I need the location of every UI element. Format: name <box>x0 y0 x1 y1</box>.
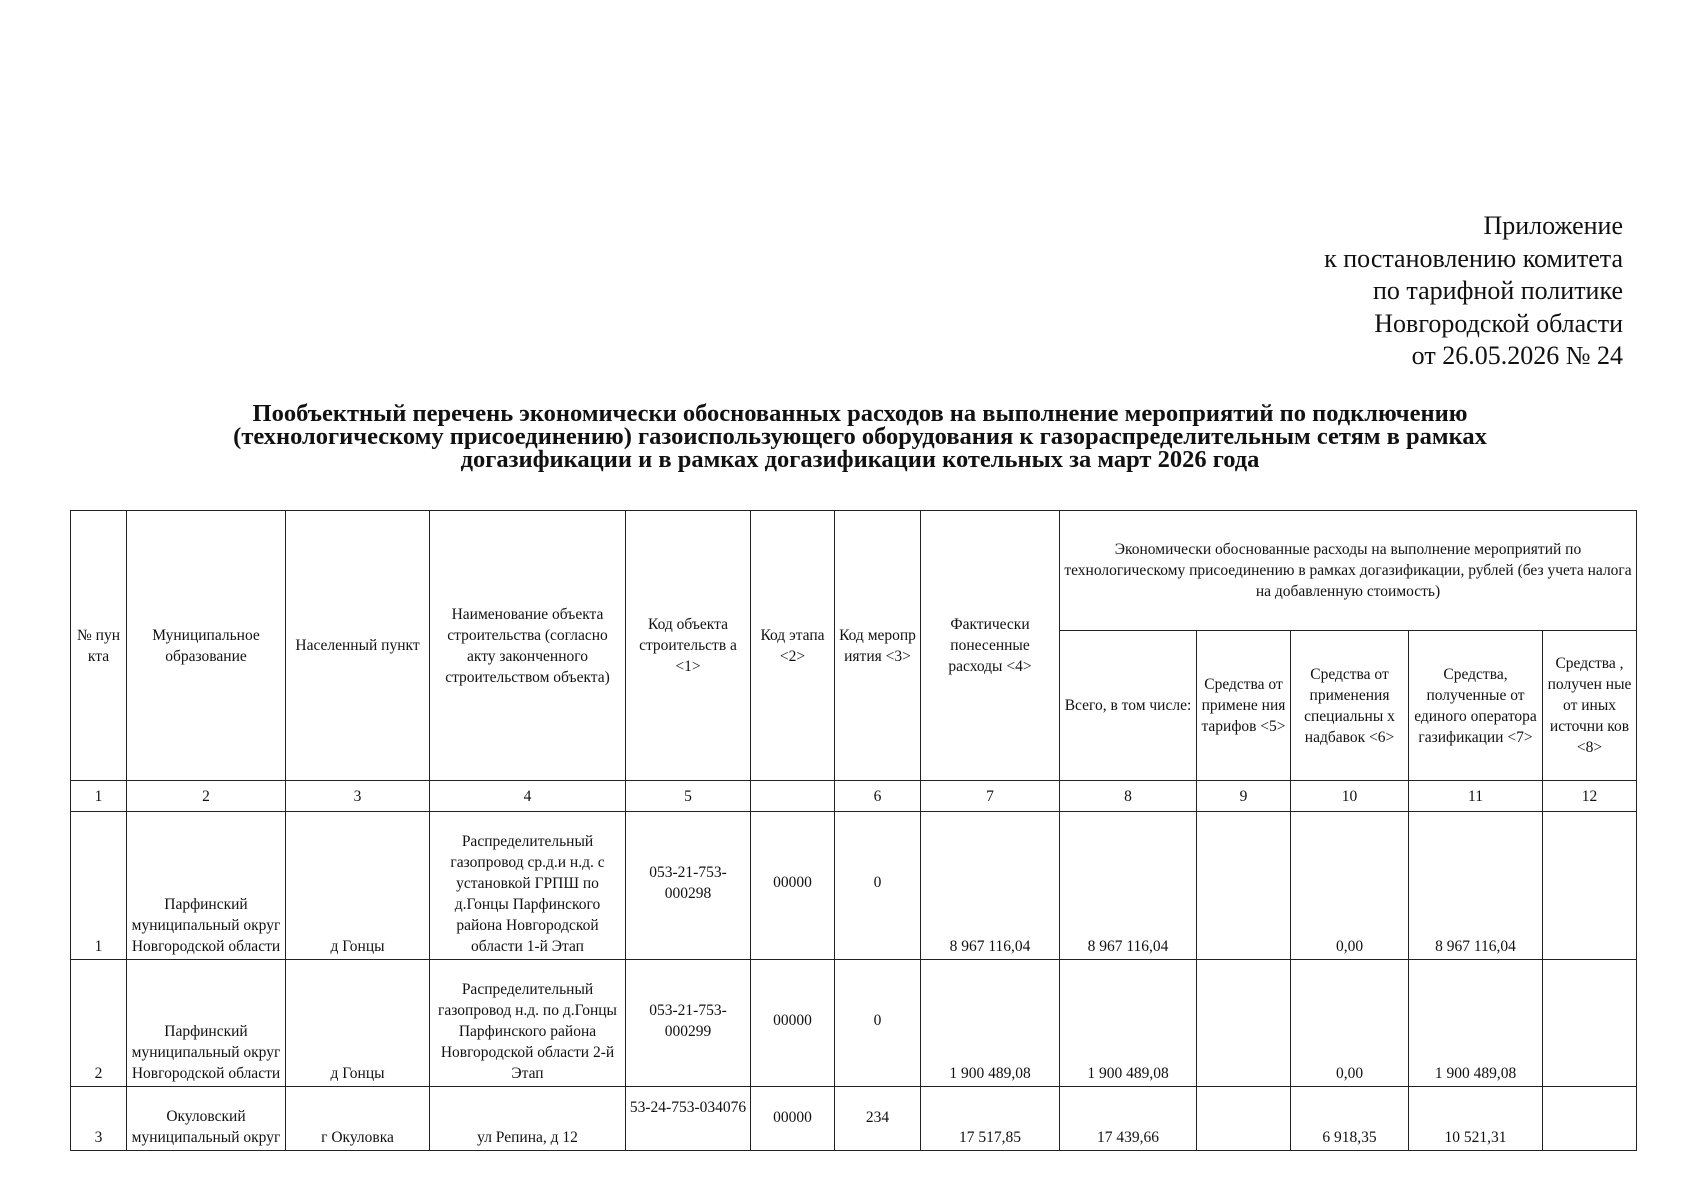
header-actual-expenses: Фактически понесенные расходы <4> <box>921 511 1060 781</box>
column-number: 6 <box>835 781 921 812</box>
cell-settlement: г Окуловка <box>286 1087 430 1151</box>
cell-event-code: 0 <box>835 812 921 960</box>
header-special-surcharge-funds: Средства от применения специальны х надбавок <6> <box>1291 631 1409 781</box>
cell-object-name: ул Репина, д 12 <box>430 1087 626 1151</box>
cell-actual-expenses: 8 967 116,04 <box>921 812 1060 960</box>
header-item-number: № пун кта <box>71 511 127 781</box>
cell-gas-operator-funds: 10 521,31 <box>1409 1087 1543 1151</box>
cell-settlement: д Гонцы <box>286 960 430 1087</box>
header-total: Всего, в том числе: <box>1060 631 1197 781</box>
column-number: 3 <box>286 781 430 812</box>
cell-tariff-funds <box>1197 1087 1291 1151</box>
cell-settlement: д Гонцы <box>286 812 430 960</box>
column-number: 11 <box>1409 781 1543 812</box>
cell-municipality: Парфинский муниципальный округ Новгородской области <box>127 812 286 960</box>
cell-object-code: 53-24-753-034076 <box>626 1087 751 1151</box>
cell-total: 8 967 116,04 <box>1060 812 1197 960</box>
cell-municipality: Окуловский муниципальный округ <box>127 1087 286 1151</box>
header-object-code: Код объекта строительств а <1> <box>626 511 751 781</box>
appendix-line-2: к постановлению комитета <box>1324 243 1623 273</box>
table-row <box>71 1087 1637 1151</box>
header-municipality: Муниципальное образование <box>127 511 286 781</box>
header-other-sources-funds: Средства , получен ные от иных источни ков <8> <box>1543 631 1637 781</box>
header-tariff-funds: Средства от примене ния тарифов <5> <box>1197 631 1291 781</box>
appendix-block <box>1324 210 1623 373</box>
appendix-line-4: Новгородской области <box>1374 308 1623 338</box>
cell-item-number: 2 <box>71 960 127 1087</box>
cell-actual-expenses: 17 517,85 <box>921 1087 1060 1151</box>
appendix-line-3: по тарифной политике <box>1373 276 1623 305</box>
expenses-table-wrapper <box>70 510 1637 1151</box>
cell-special-surcharge-funds: 6 918,35 <box>1291 1087 1409 1151</box>
cell-special-surcharge-funds: 0,00 <box>1291 812 1409 960</box>
table-row <box>71 812 1637 960</box>
cell-total: 1 900 489,08 <box>1060 960 1197 1087</box>
header-settlement: Населенный пункт <box>286 511 430 781</box>
header-row-top <box>71 511 1637 631</box>
cell-stage-code: 00000 <box>751 960 835 1087</box>
cell-stage-code: 00000 <box>751 812 835 960</box>
appendix-line-1: Приложение <box>1483 211 1623 240</box>
column-number: 5 <box>626 781 751 812</box>
column-numbers-row <box>71 781 1637 812</box>
column-number <box>751 781 835 812</box>
cell-event-code: 0 <box>835 960 921 1087</box>
cell-special-surcharge-funds: 0,00 <box>1291 960 1409 1087</box>
column-number: 10 <box>1291 781 1409 812</box>
column-number: 8 <box>1060 781 1197 812</box>
cell-gas-operator-funds: 8 967 116,04 <box>1409 812 1543 960</box>
cell-stage-code: 00000 <box>751 1087 835 1151</box>
cell-municipality: Парфинский муниципальный округ Новгородской области <box>127 960 286 1087</box>
table-row <box>71 960 1637 1087</box>
title-line-1: Пообъектный перечень экономически обоснованных расходов на выполнение мероприятий по подключению <box>252 400 1468 427</box>
column-number: 12 <box>1543 781 1637 812</box>
document-title <box>72 402 1648 471</box>
header-stage-code: Код этапа <2> <box>751 511 835 781</box>
cell-object-name: Распределительный газопровод ср.д.и н.д. с установкой ГРПШ по д.Гонцы Парфинского района Новгородской области 1-й Этап <box>430 812 626 960</box>
column-number: 1 <box>71 781 127 812</box>
cell-other-sources-funds <box>1543 1087 1637 1151</box>
header-justified-expenses-group: Экономически обоснованные расходы на выполнение мероприятий по технологическому присоединению в рамках догазификации, рублей (без учета налога на добавленную стоимость) <box>1060 511 1637 631</box>
cell-event-code: 234 <box>835 1087 921 1151</box>
header-event-code: Код меропр иятия <3> <box>835 511 921 781</box>
column-number: 7 <box>921 781 1060 812</box>
cell-gas-operator-funds: 1 900 489,08 <box>1409 960 1543 1087</box>
cell-tariff-funds <box>1197 812 1291 960</box>
column-number: 2 <box>127 781 286 812</box>
cell-object-code: 053-21-753-000299 <box>626 960 751 1087</box>
appendix-line-5: от 26.05.2026 № 24 <box>1411 341 1623 370</box>
cell-item-number: 1 <box>71 812 127 960</box>
column-number: 9 <box>1197 781 1291 812</box>
cell-other-sources-funds <box>1543 812 1637 960</box>
cell-actual-expenses: 1 900 489,08 <box>921 960 1060 1087</box>
header-gas-operator-funds: Средства, полученные от единого оператора газификации <7> <box>1409 631 1543 781</box>
expenses-table <box>70 510 1637 1151</box>
header-object-name: Наименование объекта строительства (согласно акту законченного строительством объекта) <box>430 511 626 781</box>
cell-total: 17 439,66 <box>1060 1087 1197 1151</box>
cell-object-name: Распределительный газопровод н.д. по д.Гонцы Парфинского района Новгородской области 2-й Этап <box>430 960 626 1087</box>
title-line-3: догазификации и в рамках догазификации котельных за март 2026 года <box>460 446 1260 473</box>
cell-item-number: 3 <box>71 1087 127 1151</box>
title-line-2: (технологическому присоединению) газоиспользующего оборудования к газораспределительным сетям в рамках <box>233 423 1487 450</box>
cell-tariff-funds <box>1197 960 1291 1087</box>
column-number: 4 <box>430 781 626 812</box>
cell-object-code: 053-21-753-000298 <box>626 812 751 960</box>
cell-other-sources-funds <box>1543 960 1637 1087</box>
